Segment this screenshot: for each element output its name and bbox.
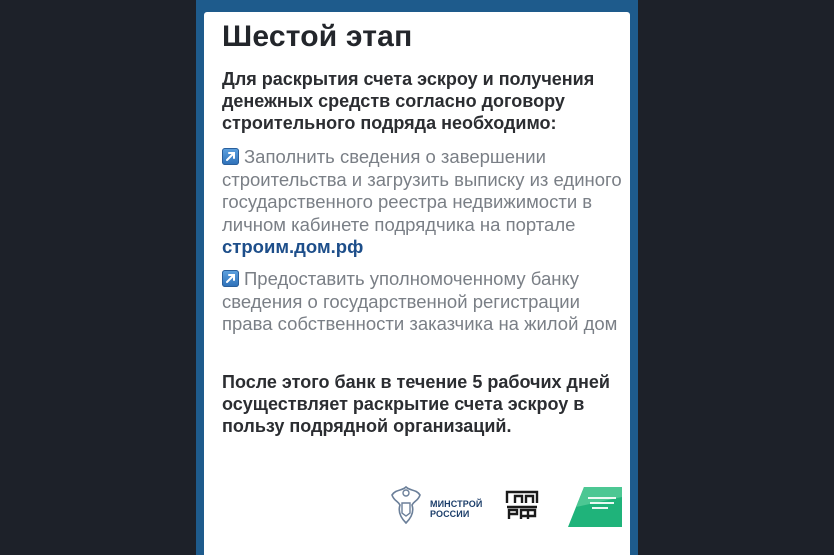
page-title: Шестой этап [222, 20, 413, 53]
domrf-logo [504, 487, 540, 523]
minstroy-logo: МИНСТРОЙ РОССИИ [430, 499, 483, 519]
left-background [0, 0, 196, 555]
slide-frame [196, 0, 638, 555]
intro-text: Для раскрытия счета эскроу и получения денежных средств согласно договору строительного подряда необходимо: [222, 69, 595, 133]
item-text: Заполнить сведения о завершении строительства и загрузить выписку из единого государственного реестра недвижимости в личном кабинете подрядчика на портале [222, 146, 622, 235]
national-projects-logo [566, 483, 624, 529]
right-background [638, 0, 834, 555]
list-item [222, 268, 622, 336]
item-text: Предоставить уполномоченному банку сведения о государственной регистрации права собственности заказчика на жилой дом [222, 268, 618, 334]
portal-link[interactable]: строим.дом.рф [222, 236, 364, 257]
arrow-up-right-icon [222, 148, 239, 165]
info-card [204, 12, 630, 555]
outro-text: После этого банк в течение 5 рабочих дней осуществляет раскрытие счета эскроу в пользу подрядной организаций. [222, 372, 610, 436]
arrow-up-right-icon [222, 270, 239, 287]
coat-of-arms-icon [388, 483, 424, 527]
list-item [222, 146, 622, 259]
logo-row [204, 477, 630, 537]
